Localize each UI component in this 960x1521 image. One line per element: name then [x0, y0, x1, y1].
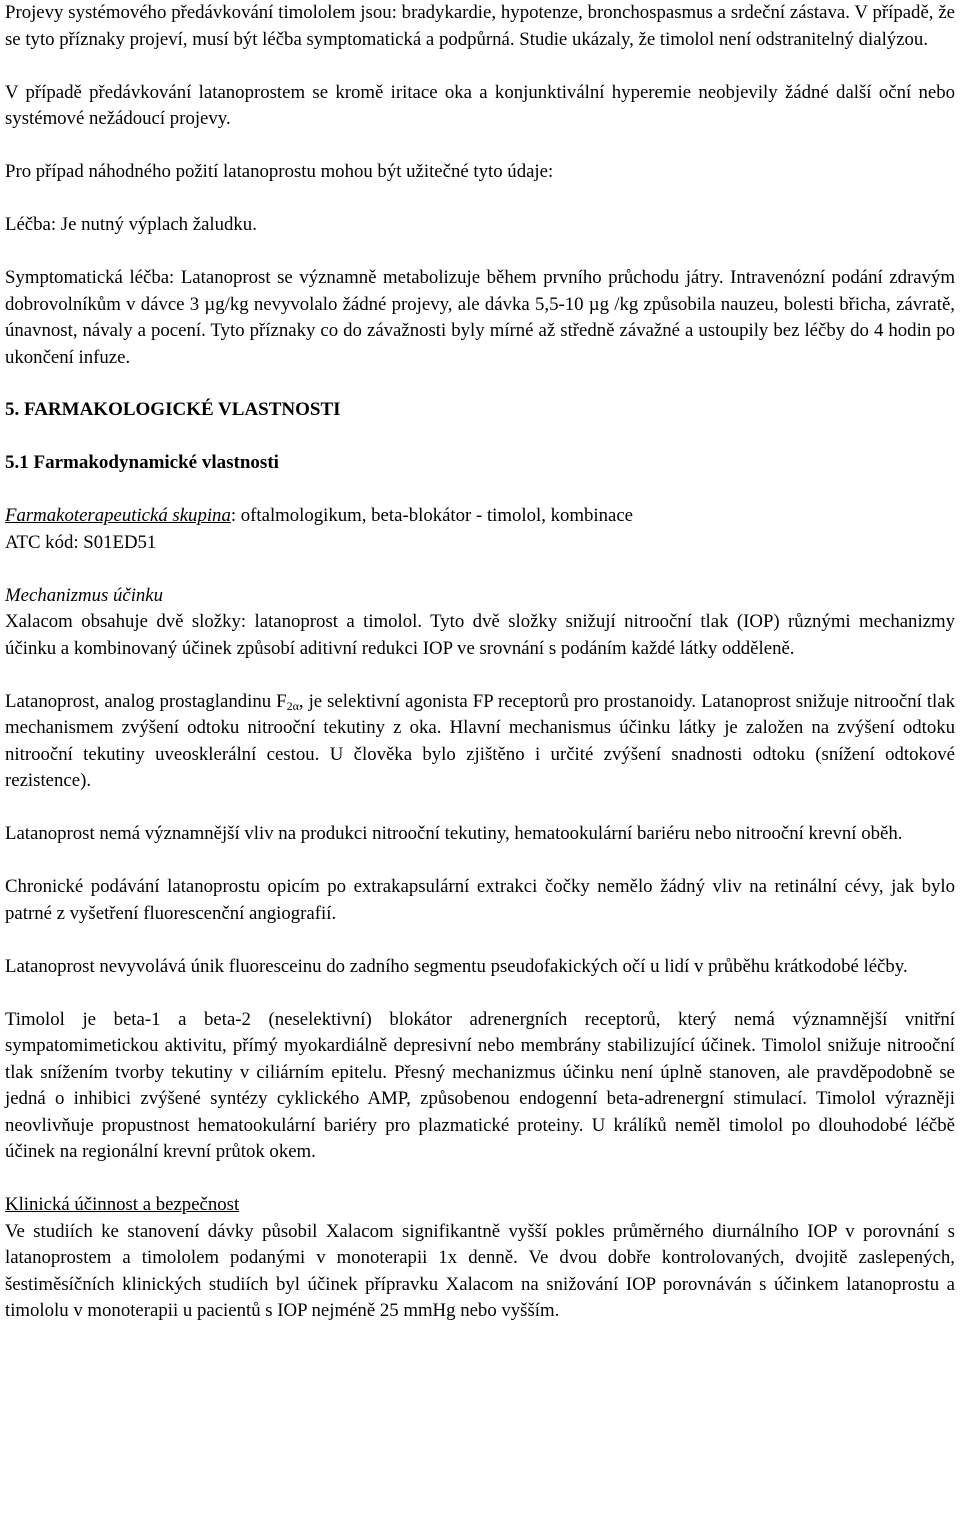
latanoprost-paragraph-1: [5, 689, 955, 795]
pharmaco-group-value: : oftalmologikum, beta-blokátor - timolol, kombinace: [230, 505, 633, 526]
treatment-paragraph: Léčba: Je nutný výplach žaludku.: [5, 214, 257, 235]
symptomatic-treatment-paragraph: Symptomatická léčba: Latanoprost se významně metabolizuje během prvního průchodu játry. Intravenózní podání zdravým dobrovolníkům v dávce 3 µg/kg nevyvolalo žádné projevy, ale dávka 5,5-10 µg /kg způsobila nauzeu, bolesti břicha, závratě, únavnost, návaly a pocení. Tyto příznaky co do závažnosti byly mírné až středně závažné a ustoupily bez léčby do 4 hodin po ukončení infuze.: [5, 267, 955, 368]
latanoprost-paragraph-3: Chronické podávání latanoprostu opicím po extrakapsulární extrakci čočky nemělo žádný vliv na retinální cévy, jak bylo patrné z vyšetření fluorescenční angiografií.: [5, 876, 955, 924]
mechanism-section: [5, 583, 955, 663]
pharmaco-group-label: Farmakoterapeutická skupina: [5, 505, 231, 526]
section-heading: 5. FARMAKOLOGICKÉ VLASTNOSTI: [5, 399, 341, 420]
clinical-section: [5, 1192, 955, 1325]
pharmacotherapeutic-group: [5, 503, 955, 556]
mechanism-text: Xalacom obsahuje dvě složky: latanoprost a timolol. Tyto dvě složky snižují nitrooční tlak (IOP) různými mechanizmy účinku a kombinovaný účinek způsobí aditivní redukci IOP ve srovnání s podáním každé látky odděleně.: [5, 611, 955, 659]
latanoprost-p1-rest: , je selektivní agonista FP receptorů pro prostanoidy. Latanoprost snižuje nitrooční tlak mechanismem zvýšení odtoku nitrooční tekutiny z oka. Hlavní mechanismus účinku látky je založen na zvýšení odtoku nitrooční tekutiny uveosklerální cestou. U člověka bylo zjištěno i určité zvýšení snadnosti odtoku (snížení odtokové rezistence).: [5, 690, 955, 791]
atc-code: ATC kód: S01ED51: [5, 531, 157, 553]
ingestion-paragraph: Pro případ náhodného požití latanoprostu mohou být užitečné tyto údaje:: [5, 161, 554, 182]
clinical-text: Ve studiích ke stanovení dávky působil Xalacom signifikantně vyšší pokles průměrného diurnálního IOP v porovnání s latanoprostem a timololem podanými v monoterapii 1x denně. Ve dvou dobře kontrolovaných, dvojitě zaslepených, šestiměsíčních klinických studiích byl účinek přípravku Xalacom na snižování IOP porovnáván s účinkem latanoprostu a timololu v monoterapii u pacientů s IOP nejméně 25 mmHg nebo vyšším.: [5, 1220, 955, 1321]
mechanism-title: Mechanizmus účinku: [5, 584, 164, 606]
subscript-2alpha: 2α: [286, 698, 299, 713]
subsection-heading: 5.1 Farmakodynamické vlastnosti: [5, 452, 279, 473]
overdose-timolol-paragraph: Projevy systémového předávkování timololem jsou: bradykardie, hypotenze, bronchospasmus a srdeční zástava. V případě, že se tyto příznaky projeví, musí být léčba symptomatická a podpůrná. Studie ukázaly, že timolol není odstranitelný dialýzou.: [5, 2, 955, 50]
latanoprost-paragraph-2: Latanoprost nemá významnější vliv na produkci nitrooční tekutiny, hematookulární bariéru nebo nitrooční krevní oběh.: [5, 823, 903, 844]
clinical-title: Klinická účinnost a bezpečnost: [5, 1194, 240, 1215]
timolol-paragraph: Timolol je beta-1 a beta-2 (neselektivní) blokátor adrenergních receptorů, který nemá významnější vnitřní sympatomimetickou aktivitu, přímý myokardiálně depresivní nebo membrány stabilizující účinek. Timolol snižuje nitrooční tlak snížením tvorby tekutiny v ciliárním epitelu. Přesný mechanizmus účinku není úplně stanoven, ale pravděpodobně se jedná o inhibici zvýšené syntézy cyklického AMP, způsobenou endogenní beta-adrenergní stimulací. Timolol výrazněji neovlivňuje propustnost hematookulární bariéry pro plazmatické proteiny. U králíků neměl timolol po dlouhodobé léčbě účinek na regionální krevní průtok okem.: [5, 1008, 955, 1162]
pharmaco-group-line: [5, 503, 955, 530]
latanoprost-p1-start: Latanoprost, analog prostaglandinu F: [5, 690, 287, 712]
latanoprost-paragraph-4: Latanoprost nevyvolává únik fluoresceinu do zadního segmentu pseudofakických očí u lidí v průběhu krátkodobé léčby.: [5, 955, 908, 977]
overdose-latanoprost-paragraph: V případě předávkování latanoprostem se kromě iritace oka a konjunktivální hyperemie neobjevily žádné další oční nebo systémové nežádoucí projevy.: [5, 81, 955, 129]
